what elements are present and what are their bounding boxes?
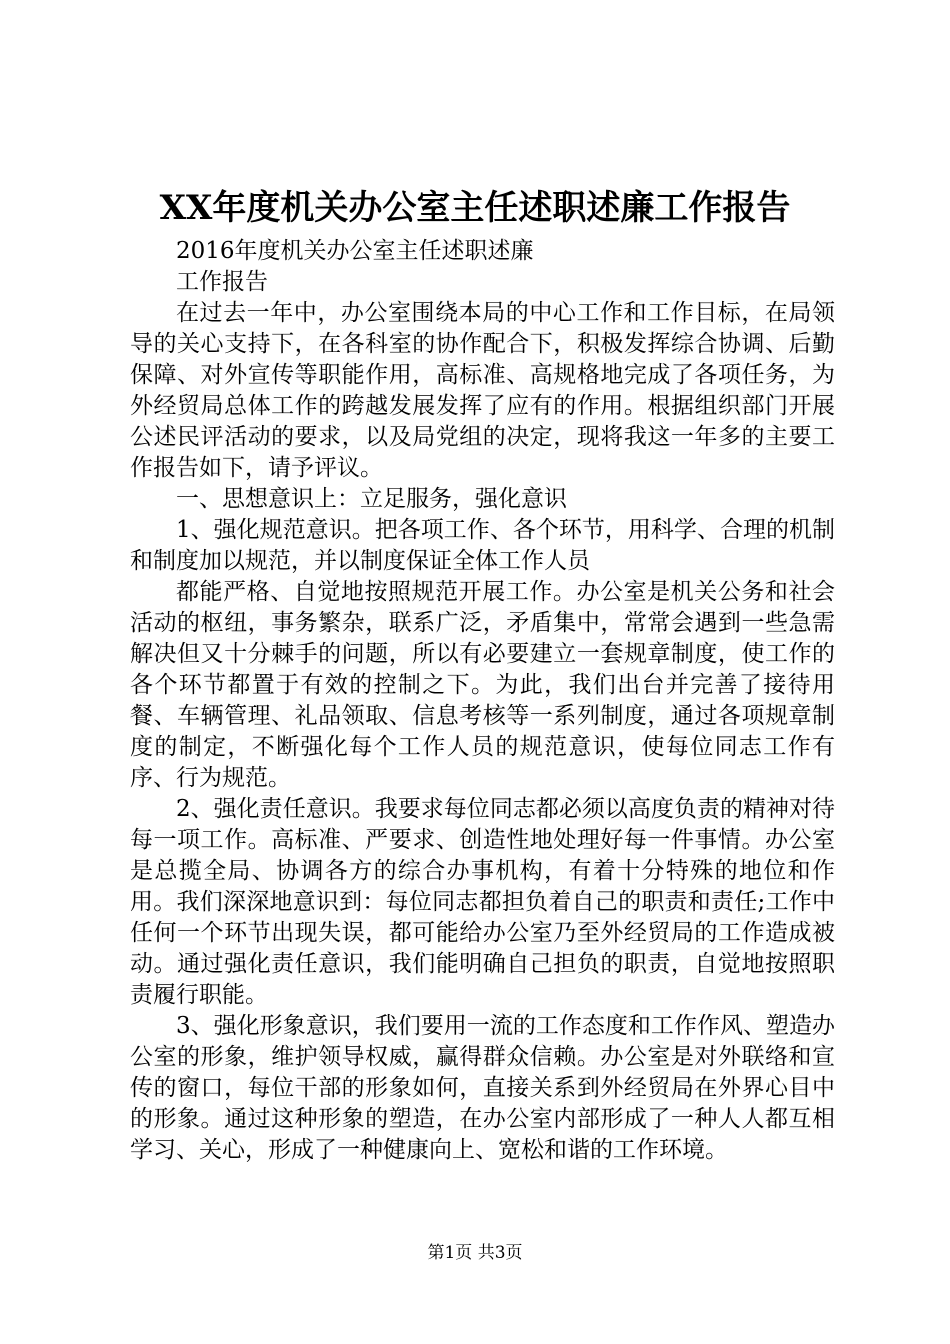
section-heading-1: 一、思想意识上：立足服务，强化意识	[176, 486, 567, 512]
document-title: XX年度机关办公室主任述职述廉工作报告	[159, 188, 791, 228]
paragraph-item-1-continued: 都能严格、自觉地按照规范开展工作。办公室是机关公务和社会活动的枢纽，事务繁杂，联系广泛，矛盾集中，常常会遇到一些急需解决但又十分棘手的问题，所以有必要建立一套规章制度，使工作的各个环节都置于有效的控制之下。为此，我们出台并完善了接待用餐、车辆管理、礼品领取、信息考核等一系列制度，通过各项规章制度的制定，不断强化每个工作人员的规范意识，使每位同志工作有序、行为规范。	[130, 579, 835, 791]
document-body	[130, 236, 835, 1166]
paragraph-intro: 在过去一年中，办公室围绕本局的中心工作和工作目标，在局领导的关心支持下，在各科室的协作配合下，积极发挥综合协调、后勤保障、对外宣传等职能作用，高标准、高规格地完成了各项任务，为外经贸局总体工作的跨越发展发挥了应有的作用。根据组织部门开展公述民评活动的要求，以及局党组的决定，现将我这一年多的主要工作报告如下，请予评议。	[130, 300, 835, 481]
paragraph-item-2: 2、强化责任意识。我要求每位同志都必须以高度负责的精神对待每一项工作。高标准、严要求、创造性地处理好每一件事情。办公室是总揽全局、协调各方的综合办事机构，有着十分特殊的地位和作用。我们深深地意识到：每位同志都担负着自己的职责和责任;工作中任何一个环节出现失误，都可能给办公室乃至外经贸局的工作造成被动。通过强化责任意识，我们能明确自己担负的职责，自觉地按照职责履行职能。	[130, 796, 835, 1008]
page-footer: 第1页 共3页	[427, 1243, 523, 1263]
subtitle-line-1: 2016年度机关办公室主任述职述廉	[176, 238, 534, 264]
paragraph-item-3: 3、强化形象意识，我们要用一流的工作态度和工作作风、塑造办公室的形象，维护领导权威，赢得群众信赖。办公室是对外联络和宣传的窗口，每位干部的形象如何，直接关系到外经贸局在外界心目中的形象。通过这种形象的塑造，在办公室内部形成了一种人人都互相学习、关心，形成了一种健康向上、宽松和谐的工作环境。	[130, 1013, 835, 1163]
subtitle-line-2: 工作报告	[176, 269, 268, 295]
paragraph-item-1: 1、强化规范意识。把各项工作、各个环节，用科学、合理的机制和制度加以规范，并以制度保证全体工作人员	[130, 517, 835, 574]
